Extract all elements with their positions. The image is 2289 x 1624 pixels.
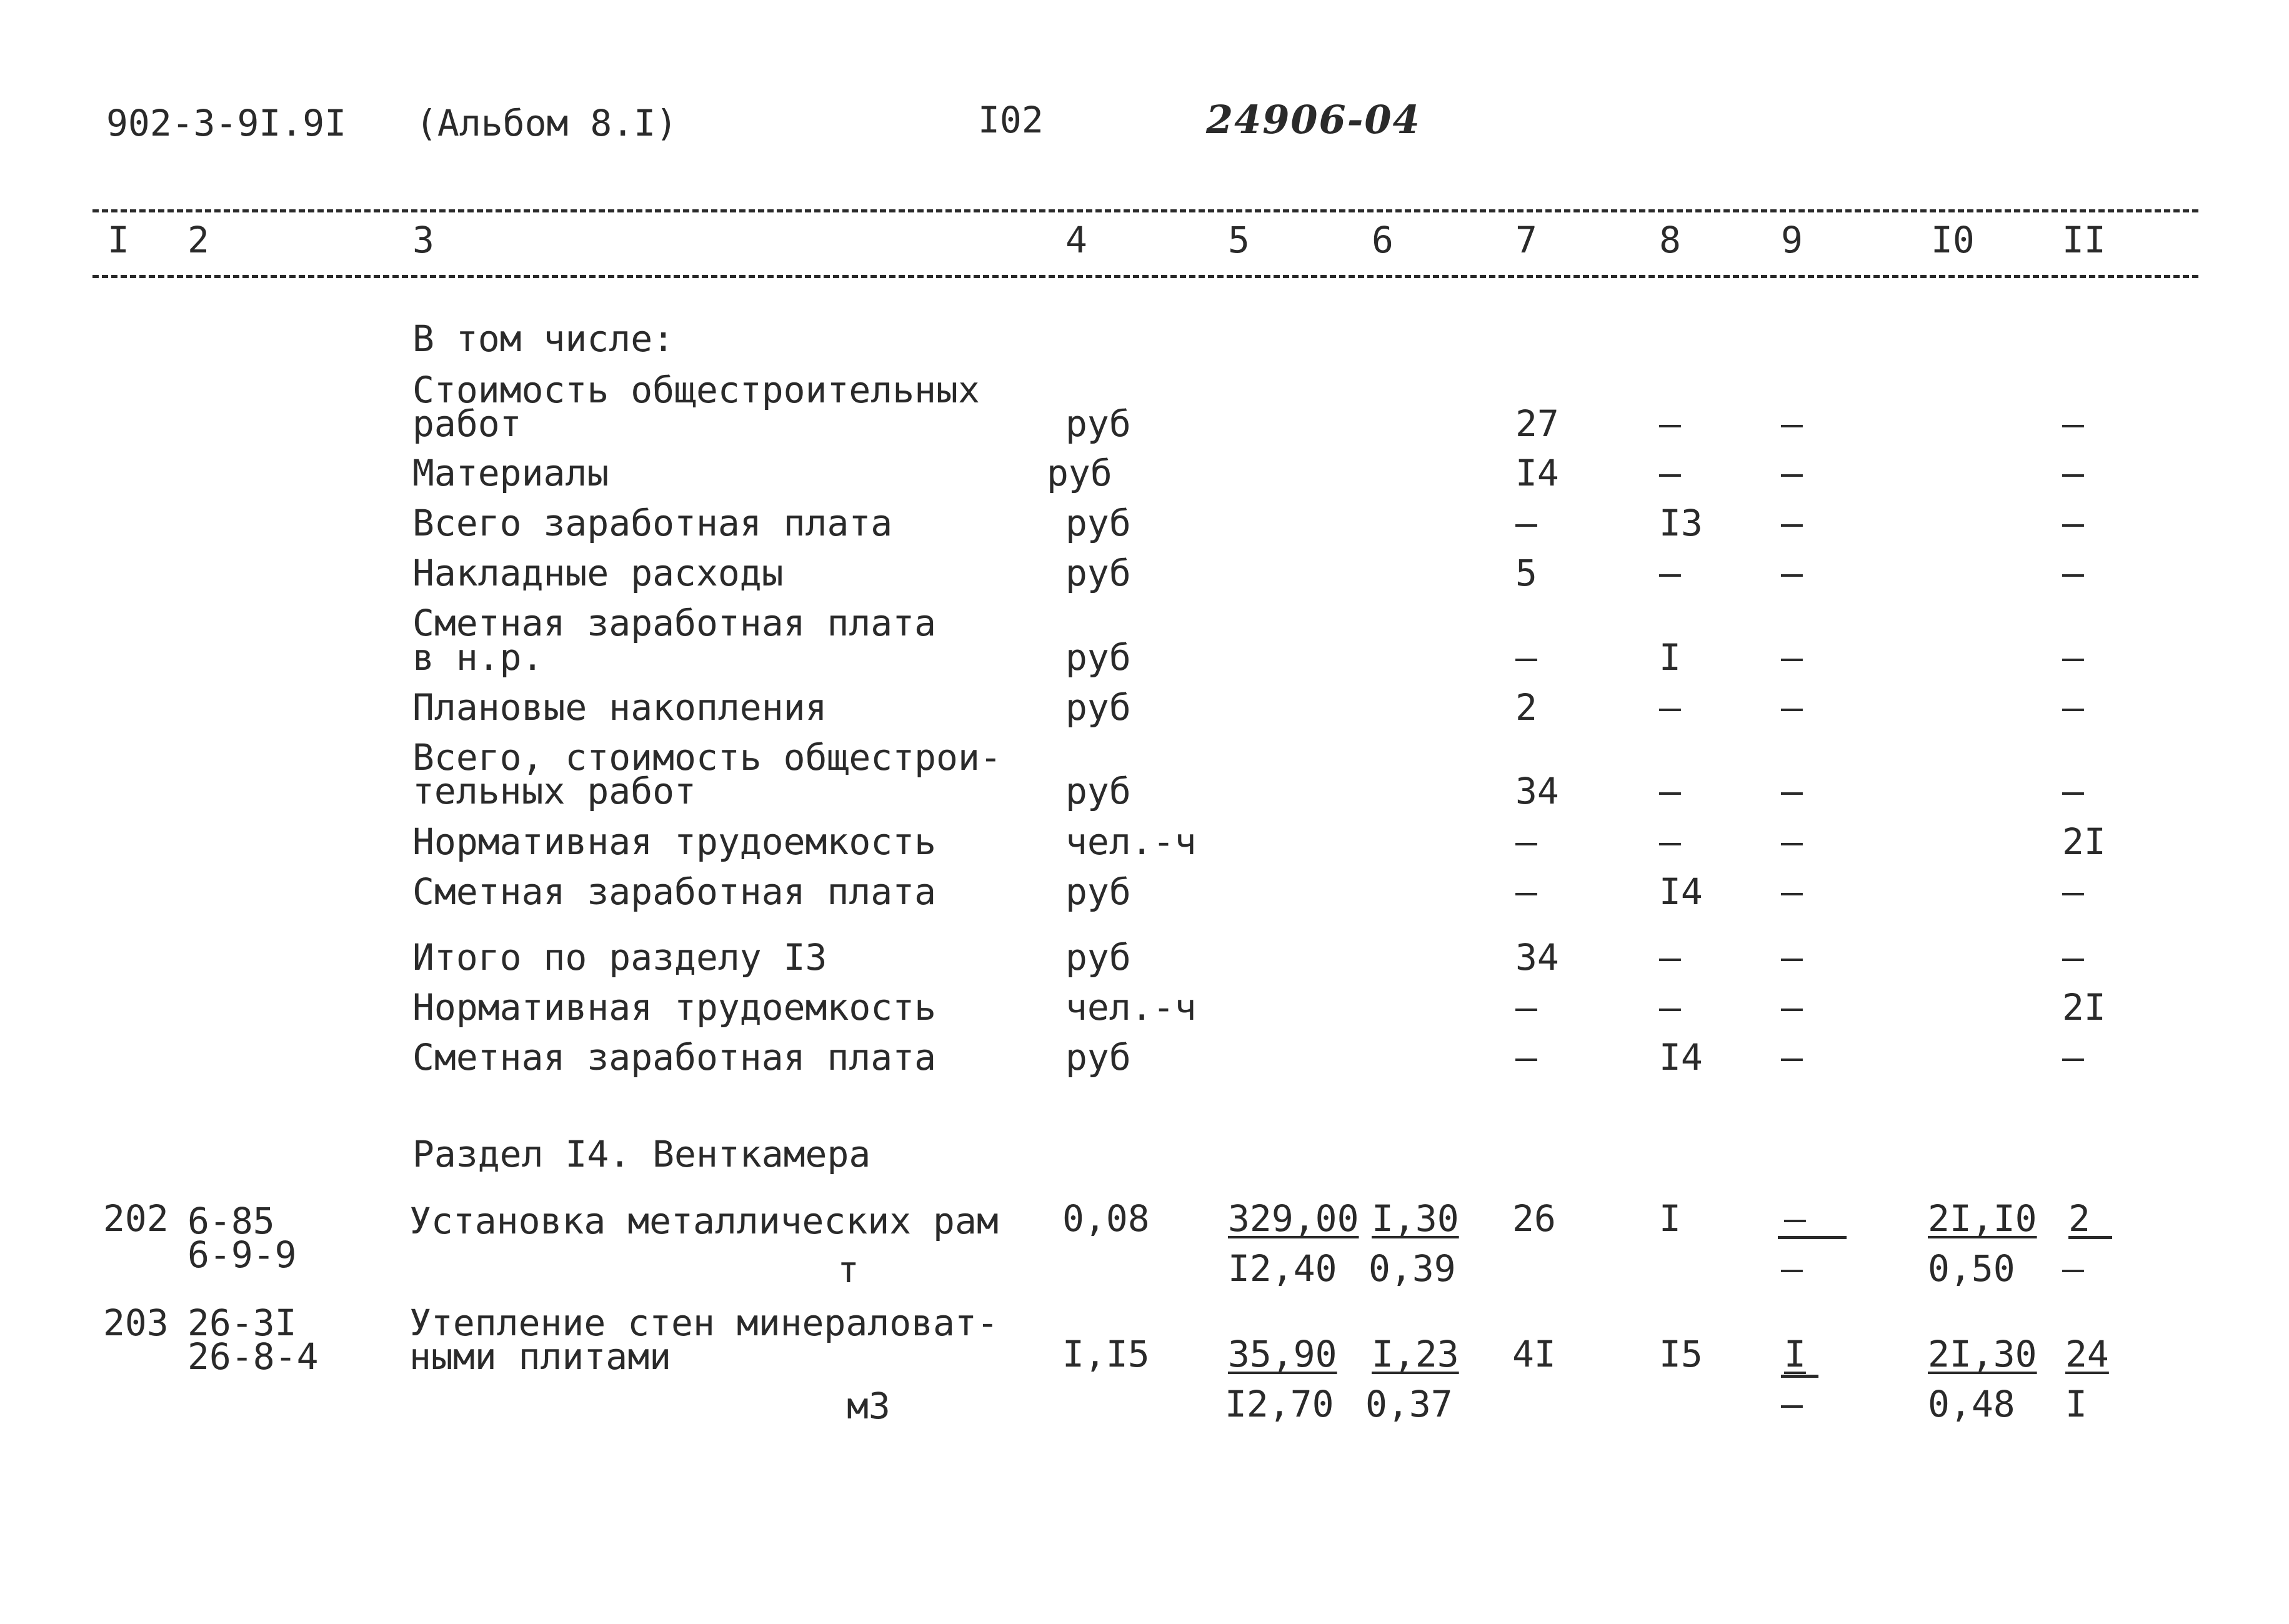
item-number: 203 [103,1302,169,1344]
cell-col9: – [1781,452,1803,494]
row-unit: руб [1047,452,1112,494]
underline-rule [1781,1375,1818,1378]
cell-col11: 2I [2062,986,2106,1029]
cell-col8: I5 [1659,1333,1703,1375]
item-code: 6-85 [187,1200,275,1242]
album-label: (Альбом 8.I) [416,102,678,144]
cell-col8: – [1659,820,1681,863]
cell-col11: 2I [2062,820,2106,863]
cell-col9: – [1781,820,1803,863]
cell-col7: 27 [1515,402,1559,445]
cell-col11: – [2062,936,2084,979]
cell-col10-top: 2I,30 [1928,1333,2037,1375]
cell-col9: – [1781,986,1803,1029]
cell-col6-bottom: 0,37 [1365,1383,1453,1425]
cell-col5-top: 35,90 [1228,1333,1337,1375]
header-bottom-rule [92,275,2198,278]
cell-col9: – [1781,636,1803,679]
cell-col9: – [1781,686,1803,729]
column-header: 4 [1065,219,1087,261]
row-name: Всего, стоимость общестрои- [412,736,1002,779]
cell-col8: – [1659,402,1681,445]
row-unit: руб [1065,552,1131,594]
row-name: Сметная заработная плата [412,602,937,644]
cell-col6-bottom: 0,39 [1369,1247,1456,1290]
item-name: ными плитами [409,1335,672,1378]
in-total-heading: В том числе: [412,317,675,360]
column-header: 8 [1659,219,1681,261]
cell-col11: – [2062,770,2084,812]
cell-col11: – [2062,452,2084,494]
underline-rule [2068,1236,2112,1239]
cell-col9: – [1781,502,1803,544]
cell-col5-bottom: I2,70 [1225,1383,1334,1425]
row-name: работ [412,402,522,445]
cell-col7: – [1515,502,1537,544]
cell-col9-top: I [1784,1333,1806,1375]
cell-col5-bottom: I2,40 [1228,1247,1337,1290]
handwritten-code: 24906-04 [1206,97,1421,142]
column-header: I [107,219,129,261]
cell-col9-bottom: – [1781,1247,1803,1290]
cell-col9: – [1781,870,1803,913]
cell-col8: I [1659,1197,1681,1240]
cell-col8: – [1659,552,1681,594]
cell-col9: – [1781,936,1803,979]
column-header: I0 [1931,219,1975,261]
row-unit: руб [1065,770,1131,812]
cell-col7: 34 [1515,770,1559,812]
cell-col9: – [1781,1036,1803,1079]
item-code: 26-8-4 [187,1335,319,1378]
cell-col7: 5 [1515,552,1537,594]
cell-col6-top: I,30 [1372,1197,1459,1240]
row-name: Накладные расходы [412,552,784,594]
cell-col11-top: 2 [2068,1197,2090,1240]
cell-col8: – [1659,770,1681,812]
cell-col11: – [2062,502,2084,544]
cell-col7: 2 [1515,686,1537,729]
row-unit: чел.-ч [1065,820,1197,863]
cell-col7: – [1515,870,1537,913]
cell-col7: 4I [1512,1333,1556,1375]
row-name: в н.р. [412,636,544,679]
row-name: тельных работ [412,770,696,812]
page-number: I02 [978,99,1044,141]
cell-col11-bottom: I [2065,1383,2087,1425]
row-name: Всего заработная плата [412,502,893,544]
cell-col8: I3 [1659,502,1703,544]
item-code: 26-3I [187,1302,297,1344]
cell-col8: – [1659,686,1681,729]
cell-col10-bottom: 0,48 [1928,1383,2015,1425]
cell-col11-top: 24 [2065,1333,2109,1375]
item-quantity: 0,08 [1062,1197,1150,1240]
row-unit: руб [1065,936,1131,979]
cell-col8: I4 [1659,1036,1703,1079]
cell-col11: – [2062,636,2084,679]
row-unit: чел.-ч [1065,986,1197,1029]
column-header: 2 [187,219,209,261]
cell-col8: – [1659,936,1681,979]
cell-col8: – [1659,986,1681,1029]
row-name: Сметная заработная плата [412,1036,937,1079]
cell-col8: I4 [1659,870,1703,913]
section-title: Раздел I4. Венткамера [412,1133,871,1175]
cell-col8: I [1659,636,1681,679]
cell-col11: – [2062,870,2084,913]
item-unit: м3 [847,1385,890,1427]
cell-col10-top: 2I,I0 [1928,1197,2037,1240]
cell-col8: – [1659,452,1681,494]
column-header: II [2062,219,2106,261]
document-code: 902-3-9I.9I [106,102,347,144]
item-unit: т [837,1248,859,1291]
item-code: 6-9-9 [187,1233,297,1276]
cell-col5-top: 329,00 [1228,1197,1359,1240]
cell-col11: – [2062,402,2084,445]
row-name: Материалы [412,452,609,494]
row-name: Стоимость общестроительных [412,369,980,411]
cell-col7: – [1515,1036,1537,1079]
item-quantity: I,I5 [1062,1333,1150,1375]
column-header: 3 [412,219,434,261]
cell-col9-bottom: – [1781,1383,1803,1425]
column-header: 9 [1781,219,1803,261]
row-unit: руб [1065,636,1131,679]
cell-col11: – [2062,686,2084,729]
cell-col9: – [1781,770,1803,812]
row-name: Итого по разделу I3 [412,936,827,979]
cell-col7: 26 [1512,1197,1556,1240]
cell-col11-bottom: – [2062,1247,2084,1290]
row-name: Сметная заработная плата [412,870,937,913]
row-unit: руб [1065,402,1131,445]
cell-col10-bottom: 0,50 [1928,1247,2015,1290]
header-top-rule [92,209,2198,212]
cell-col6-top: I,23 [1372,1333,1459,1375]
row-name: Нормативная трудоемкость [412,820,937,863]
underline-rule [1778,1236,1847,1239]
cell-col7: – [1515,986,1537,1029]
cell-col9-top: – [1784,1197,1806,1240]
row-name: Нормативная трудоемкость [412,986,937,1029]
cell-col7: 34 [1515,936,1559,979]
cell-col7: – [1515,636,1537,679]
item-name: Утепление стен минераловат- [409,1302,999,1344]
cell-col11: – [2062,1036,2084,1079]
item-name: Установка металлических рам [409,1200,999,1242]
row-unit: руб [1065,502,1131,544]
column-header: 7 [1515,219,1537,261]
item-number: 202 [103,1197,169,1240]
cell-col7: – [1515,820,1537,863]
row-unit: руб [1065,1036,1131,1079]
cell-col9: – [1781,402,1803,445]
cell-col9: – [1781,552,1803,594]
row-unit: руб [1065,870,1131,913]
row-name: Плановые накопления [412,686,827,729]
row-unit: руб [1065,686,1131,729]
cell-col11: – [2062,552,2084,594]
cell-col7: I4 [1515,452,1559,494]
column-header: 6 [1372,219,1394,261]
column-header: 5 [1228,219,1250,261]
